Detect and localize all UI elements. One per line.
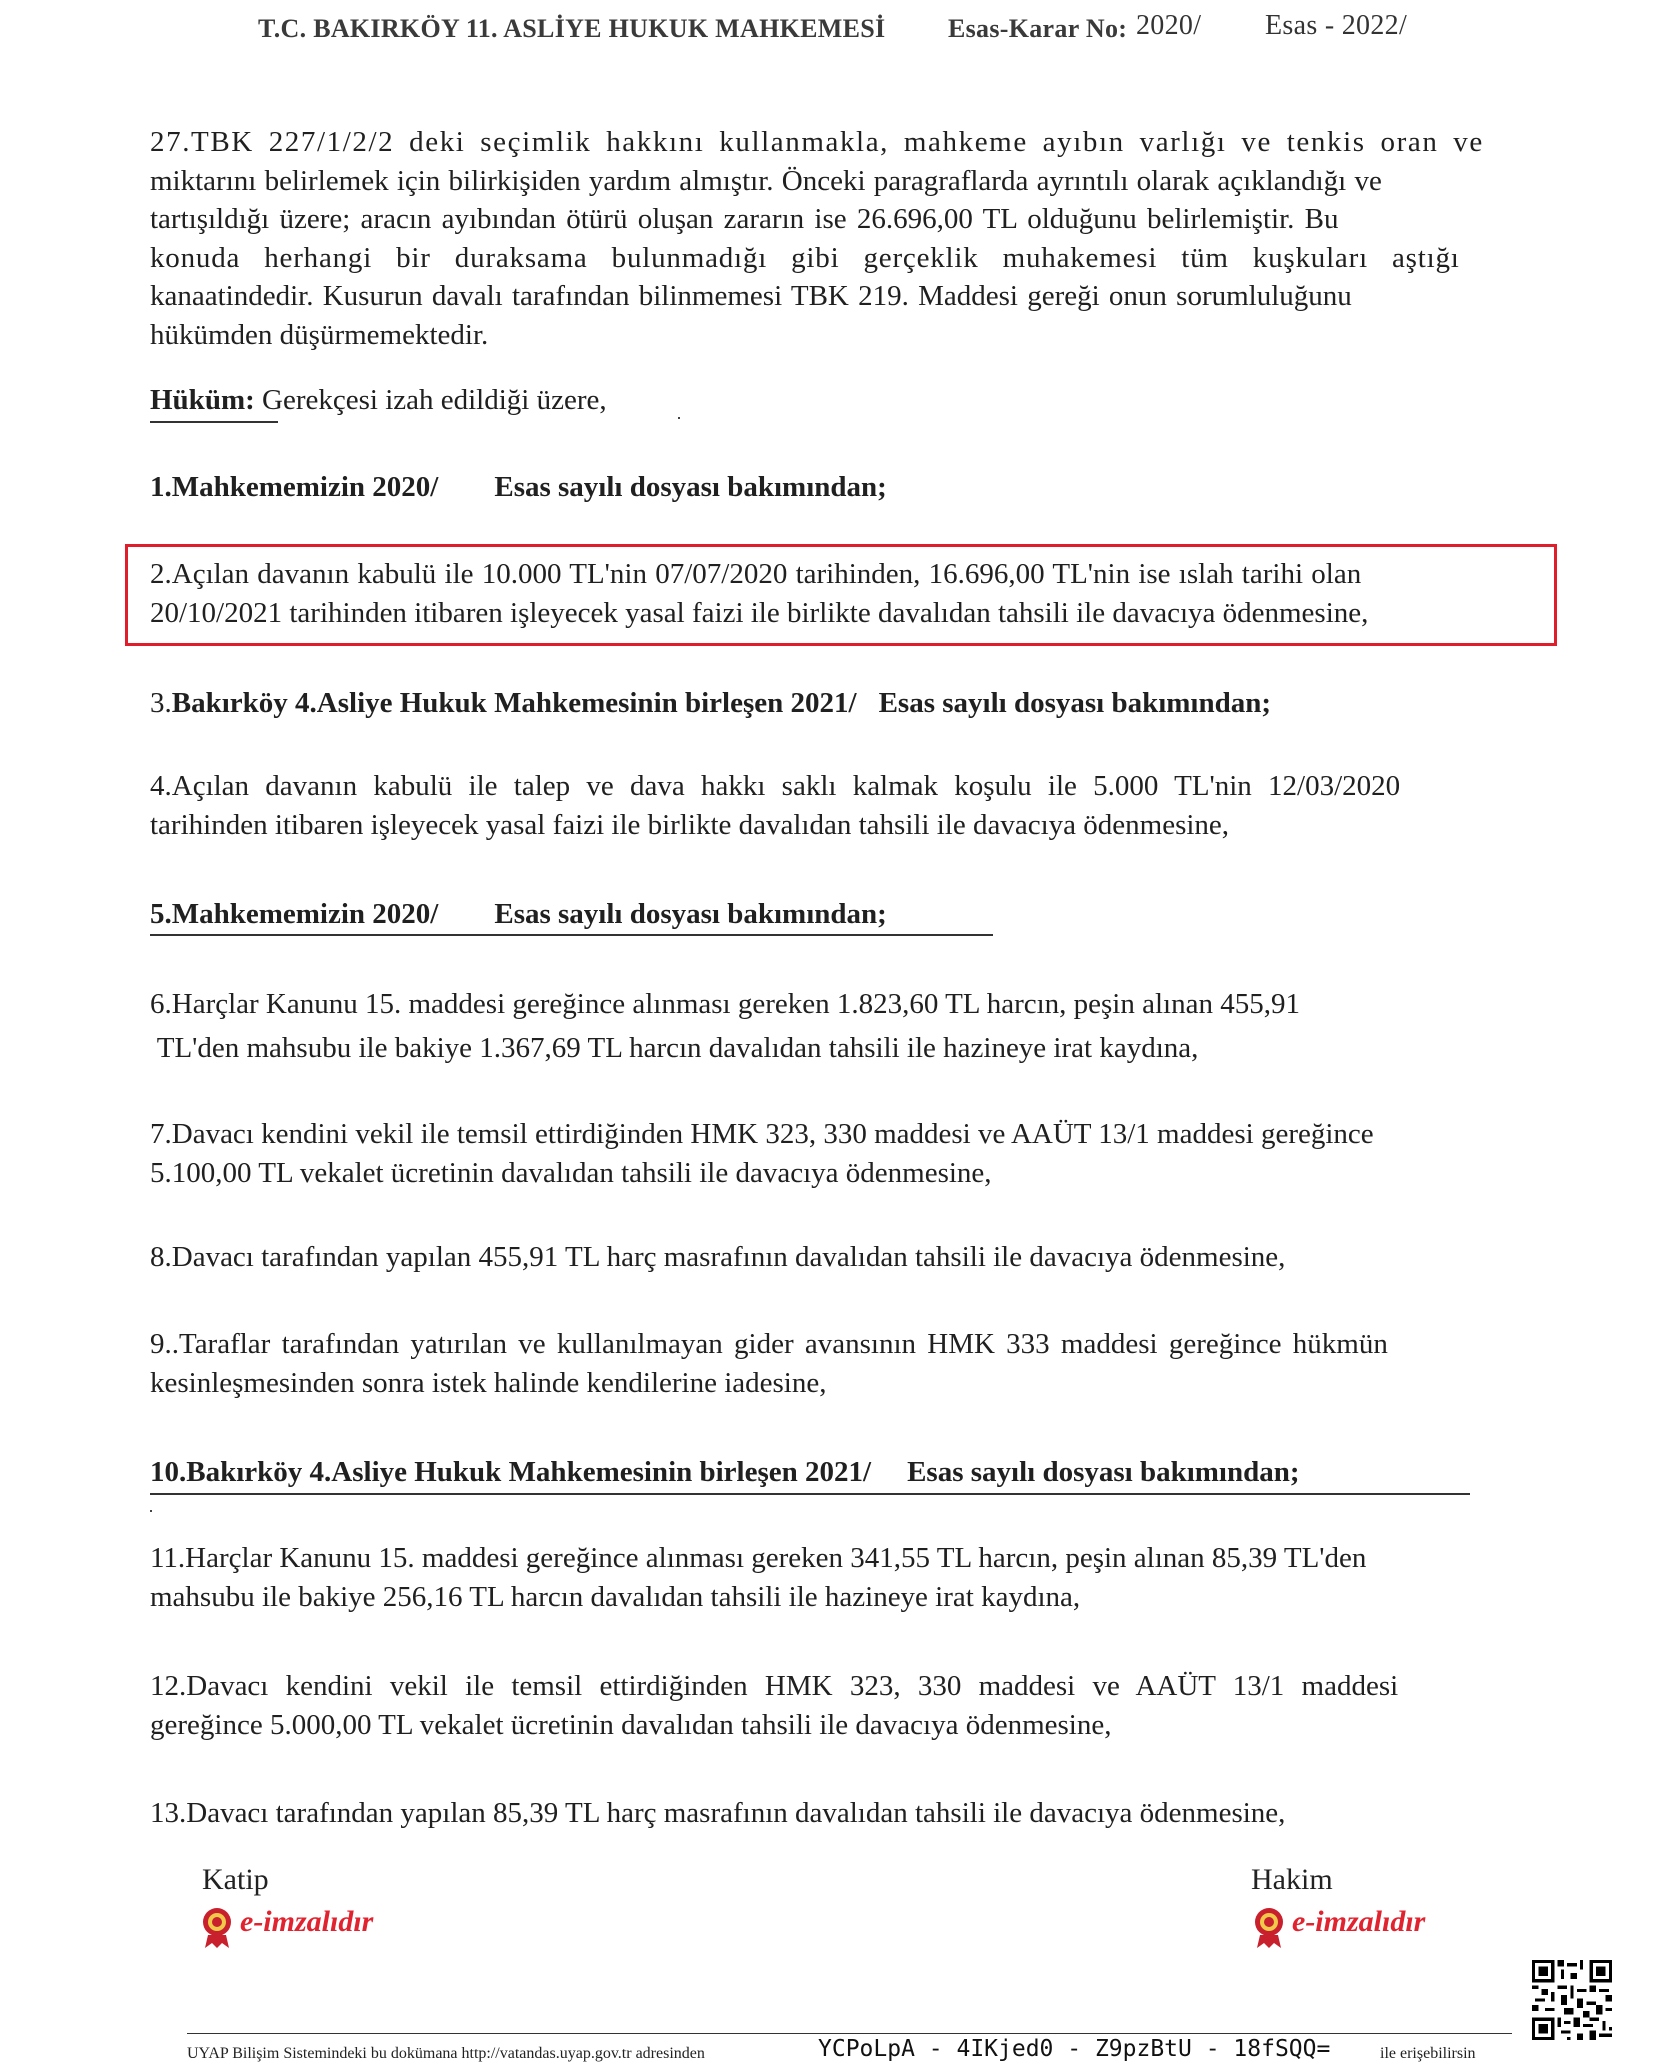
paragraph-2 bbox=[150, 555, 1545, 632]
stray-dot bbox=[150, 1510, 152, 1512]
footer-text: UYAP Bilişim Sistemindeki bu dokümana http://vatandas.uyap.gov.tr adresinden bbox=[187, 2045, 705, 2062]
text-line: 12.Davacı kendini vekil ile temsil ettirdiğinden HMK 323, 330 maddesi ve AAÜT 13/1 maddesi bbox=[150, 1670, 1399, 1702]
text-line: mahsubu ile bakiye 256,16 TL harcın davalıdan tahsili ile hazineye irat kaydına, bbox=[150, 1580, 1081, 1613]
paragraph-4 bbox=[150, 767, 1545, 844]
section-3-case: Bakırköy 4.Asliye Hukuk Mahkemesinin birleşen 2021/ bbox=[171, 687, 857, 719]
hukum-underline bbox=[150, 421, 278, 423]
paragraph-6 bbox=[150, 982, 1545, 1070]
section-10 bbox=[150, 1453, 1545, 1492]
text-line: 4.Açılan davanın kabulü ile talep ve dava hakkı saklı kalmak koşulu ile 5.000 TL'nin 12/03/2020 bbox=[150, 770, 1401, 802]
text-line: 27.TBK 227/1/2/2 deki seçimlik hakkını kullanmakla, mahkeme ayıbın varlığı ve tenkis oran ve bbox=[150, 126, 1484, 158]
text-line: 5.100,00 TL vekalet ücretinin davalıdan tahsili ile davacıya ödenmesine, bbox=[150, 1156, 992, 1189]
clerk-title: Katip bbox=[202, 1863, 269, 1896]
section-5 bbox=[150, 895, 1545, 934]
court-name: T.C. BAKIRKÖY 11. ASLİYE HUKUK MAHKEMESİ bbox=[258, 14, 886, 43]
text-line: hükümden düşürmemektedir. bbox=[150, 318, 489, 351]
paragraph-11 bbox=[150, 1539, 1545, 1616]
paragraph-8: 8.Davacı tarafından yapılan 455,91 TL harç masrafının davalıdan tahsili ile davacıya ödenmesine, bbox=[150, 1241, 1286, 1273]
text-line: 20/10/2021 tarihinden itibaren işleyecek yasal faizi ile birlikte davalıdan tahsili ile davacıya ödenmesine, bbox=[150, 596, 1369, 629]
qr-code-icon bbox=[1532, 1960, 1612, 2040]
paragraph-9 bbox=[150, 1325, 1545, 1402]
paragraph-13: 13.Davacı tarafından yapılan 85,39 TL harç masrafının davalıdan tahsili ile davacıya ödenmesine, bbox=[150, 1797, 1286, 1829]
esas-number: 2020/ bbox=[1136, 10, 1202, 41]
text-line: 11.Harçlar Kanunu 15. maddesi gereğince alınması gereken 341,55 TL harcın, peşin alınan 85,39 TL'den bbox=[150, 1542, 1367, 1574]
section-10-case: 10.Bakırköy 4.Asliye Hukuk Mahkemesinin birleşen 2021/ bbox=[150, 1456, 872, 1488]
section-5-text: Esas sayılı dosyası bakımından; bbox=[494, 898, 887, 930]
text-line: 9..Taraflar tarafından yatırılan ve kullanılmayan gider avansının HMK 333 maddesi gereğince hükmün bbox=[150, 1328, 1388, 1360]
paragraph-27 bbox=[150, 123, 1545, 354]
text-line: TL'den mahsubu ile bakiye 1.367,69 TL harcın davalıdan tahsili ile hazineye irat kaydına, bbox=[150, 1032, 1199, 1064]
section-3-text: Esas sayılı dosyası bakımından; bbox=[878, 687, 1272, 719]
judge-signature: e-imzalıdır bbox=[1292, 1905, 1426, 1938]
hukum-label: Hüküm: bbox=[150, 384, 255, 416]
text-line: tarihinden itibaren işleyecek yasal faizi ile birlikte davalıdan tahsili ile davacıya ödenmesine, bbox=[150, 808, 1230, 841]
section-5-underline bbox=[150, 934, 993, 936]
section-3-number: 3. bbox=[150, 687, 172, 719]
case-number-label: Esas-Karar No: bbox=[948, 14, 1128, 43]
verification-code: YCPoLpA - 4IKjed0 - Z9pzBtU - 18fSQQ= bbox=[818, 2036, 1331, 2062]
footer-divider bbox=[187, 2033, 1512, 2034]
section-1-text: Esas sayılı dosyası bakımından; bbox=[494, 471, 887, 503]
section-1 bbox=[150, 468, 1545, 507]
text-line: tartışıldığı üzere; aracın ayıbından ötürü oluşan zararın ise 26.696,00 TL olduğunu belirlemiştir. Bu bbox=[150, 203, 1339, 235]
text-line: 6.Harçlar Kanunu 15. maddesi gereğince alınması gereken 1.823,60 TL harcın, peşin alınan 455,91 bbox=[150, 988, 1300, 1020]
section-3 bbox=[150, 684, 1545, 723]
text-line: miktarını belirlemek için bilirkişiden yardım almıştır. Önceki paragraflarda ayrıntılı olarak açıklandığı ve bbox=[150, 164, 1382, 197]
section-5-case: 5.Mahkememizin 2020/ bbox=[150, 898, 439, 930]
section-10-underline bbox=[150, 1493, 1470, 1495]
judge-title: Hakim bbox=[1251, 1863, 1333, 1896]
text-line: kanaatindedir. Kusurun davalı tarafından bilinmemesi TBK 219. Maddesi gereği onun sorumluluğunu bbox=[150, 280, 1352, 312]
text-line: konuda herhangi bir duraksama bulunmadığı gibi gerçeklik muhakemesi tüm kuşkuları aştığı bbox=[150, 241, 1460, 274]
text-line: gereğince 5.000,00 TL vekalet ücretinin davalıdan tahsili ile davacıya ödenmesine, bbox=[150, 1708, 1112, 1741]
section-1-case: 1.Mahkememizin 2020/ bbox=[150, 471, 439, 503]
text-line: kesinleşmesinden sonra istek halinde kendilerine iadesine, bbox=[150, 1366, 827, 1399]
seal-icon bbox=[200, 1905, 234, 1949]
karar-number: Esas - 2022/ bbox=[1265, 10, 1408, 41]
seal-icon bbox=[1252, 1905, 1286, 1949]
paragraph-7 bbox=[150, 1115, 1545, 1192]
section-10-text: Esas sayılı dosyası bakımından; bbox=[907, 1456, 1300, 1488]
hukum-line bbox=[150, 381, 1545, 420]
footer-text-end: ile erişebilirsin bbox=[1380, 2045, 1476, 2062]
paragraph-12 bbox=[150, 1667, 1545, 1744]
clerk-signature: e-imzalıdır bbox=[240, 1905, 374, 1938]
text-line: 2.Açılan davanın kabulü ile 10.000 TL'nin 07/07/2020 tarihinden, 16.696,00 TL'nin ise ıslah tarihi olan bbox=[150, 558, 1362, 590]
hukum-text: Gerekçesi izah edildiği üzere, bbox=[254, 384, 607, 416]
text-line: 7.Davacı kendini vekil ile temsil ettirdiğinden HMK 323, 330 maddesi ve AAÜT 13/1 maddesi gereğince bbox=[150, 1118, 1374, 1150]
stray-dot bbox=[678, 417, 680, 419]
